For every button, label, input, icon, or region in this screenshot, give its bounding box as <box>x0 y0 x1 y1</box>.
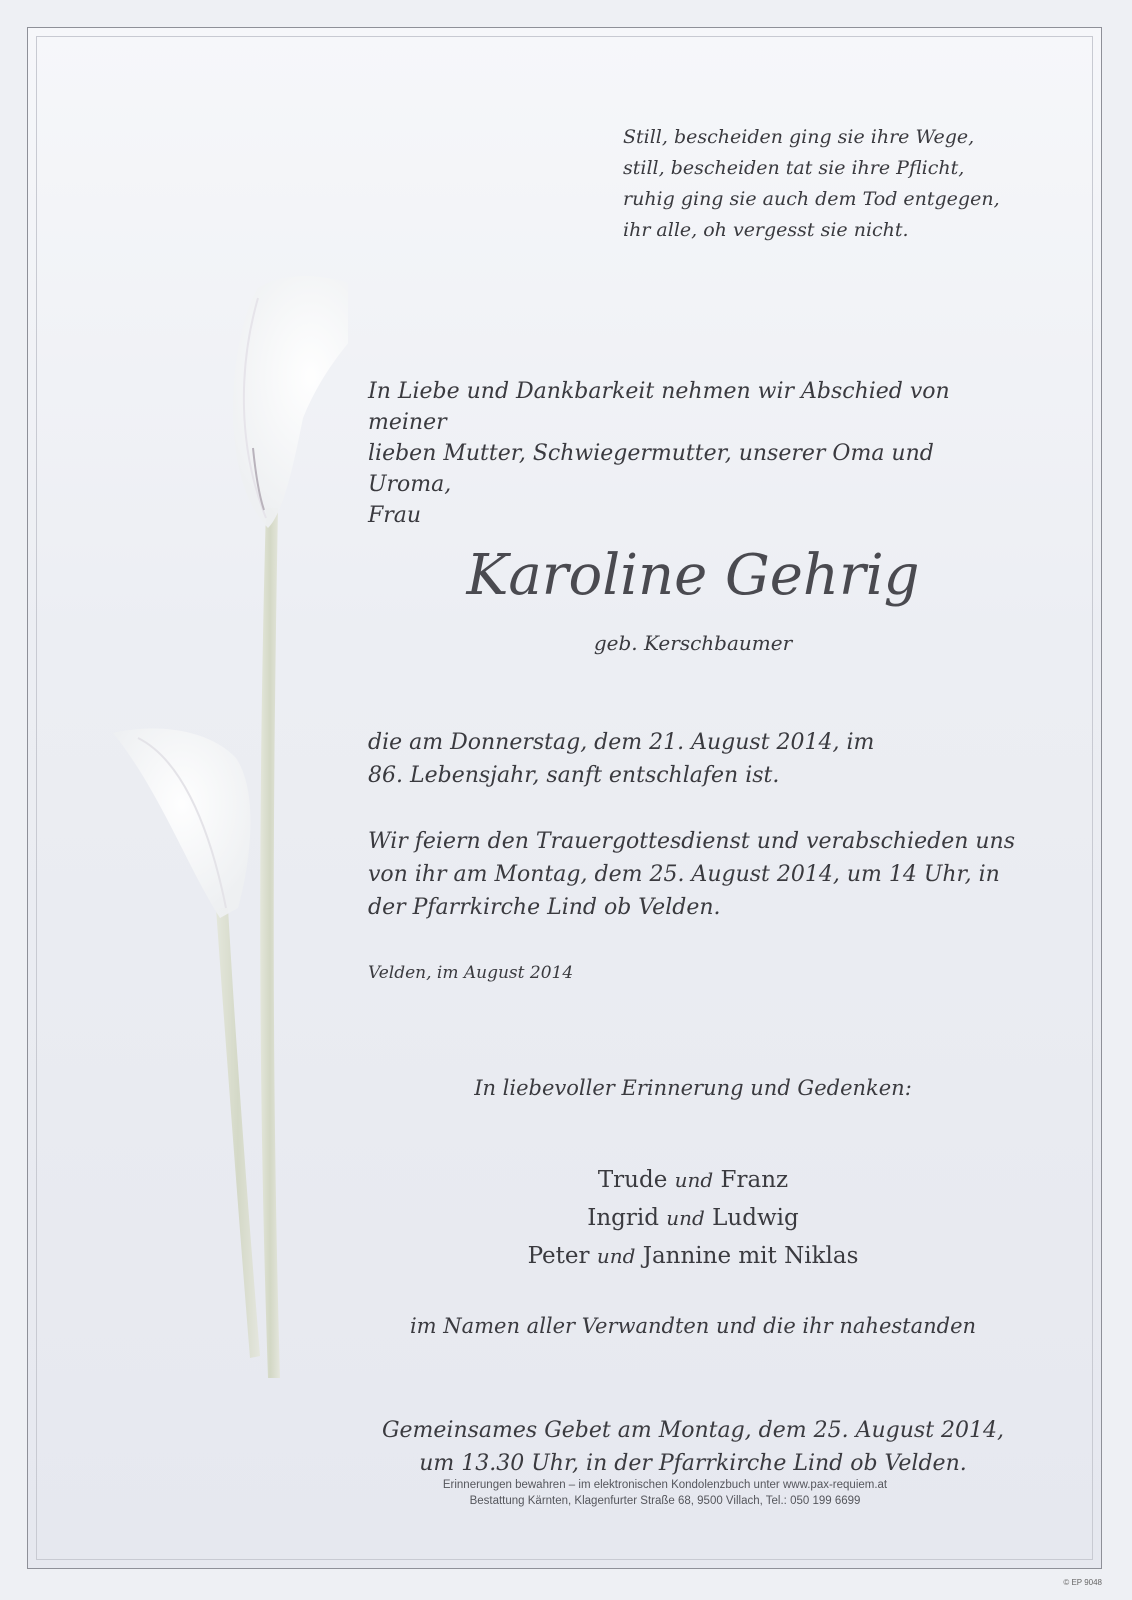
poem-line: Still, bescheiden ging sie ihre Wege, <box>623 126 975 148</box>
family-second: Jannine mit Niklas <box>642 1243 859 1269</box>
poem-line: still, bescheiden tat sie ihre Pflicht, <box>623 157 965 179</box>
footer-line: Erinnerungen bewahren – im elektronischen Kondolenzbuch unter www.pax-requiem.at <box>442 1479 888 1491</box>
service-notice <box>368 825 1018 924</box>
upper-blossom <box>233 276 348 528</box>
family-conj: und <box>674 1168 714 1192</box>
family-conj: und <box>666 1206 705 1230</box>
prayer-notice <box>368 1414 1018 1480</box>
footer <box>340 1477 990 1509</box>
family-list <box>368 1161 1018 1275</box>
print-code: © EP 9048 <box>1063 1578 1102 1587</box>
family-entry <box>368 1199 1018 1237</box>
family-first: Peter <box>527 1243 590 1269</box>
prayer-line: Gemeinsames Gebet am Montag, dem 25. August 2014, <box>381 1418 1005 1443</box>
intro-line: In Liebe und Dankbarkeit nehmen wir Abschied von meiner <box>368 379 950 435</box>
intro-text <box>368 376 1018 531</box>
family-second: Ludwig <box>712 1205 799 1231</box>
service-line: der Pfarrkirche Lind ob Velden. <box>368 895 721 920</box>
birth-name: geb. Kerschbaumer <box>593 631 793 655</box>
place-date: Velden, im August 2014 <box>368 963 574 983</box>
calla-lily-illustration <box>88 228 348 1448</box>
tall-stem <box>260 508 280 1378</box>
family-first: Trude <box>597 1167 668 1193</box>
memory-heading: In liebevoller Erinnerung und Gedenken: <box>474 1076 912 1100</box>
intro-line: lieben Mutter, Schwiegermutter, unserer Oma und Uroma, <box>368 441 934 497</box>
prayer-line: um 13.30 Uhr, in der Pfarrkirche Lind ob Velden. <box>419 1451 967 1476</box>
death-notice-line: 86. Lebensjahr, sanft entschlafen ist. <box>368 763 780 788</box>
family-first: Ingrid <box>587 1205 659 1231</box>
family-conj: und <box>596 1244 636 1268</box>
relatives-line: im Namen aller Verwandten und die ihr nahestanden <box>409 1314 977 1338</box>
deceased-name: Karoline Gehrig <box>466 543 920 608</box>
service-line: Wir feiern den Trauergottesdienst und verabschieden uns <box>368 829 1016 854</box>
poem <box>623 122 1000 246</box>
obituary-card <box>27 27 1102 1569</box>
family-second: Franz <box>720 1167 789 1193</box>
family-entry <box>368 1237 1018 1275</box>
poem-line: ruhig ging sie auch dem Tod entgegen, <box>623 188 1000 210</box>
intro-line: Frau <box>368 503 422 528</box>
lower-blossom <box>113 728 251 918</box>
footer-line: Bestattung Kärnten, Klagenfurter Straße 68, 9500 Villach, Tel.: 050 199 6699 <box>469 1495 861 1507</box>
family-entry <box>368 1161 1018 1199</box>
short-stem <box>216 908 260 1358</box>
death-notice-line: die am Donnerstag, dem 21. August 2014, im <box>368 730 875 755</box>
death-notice <box>368 726 1018 792</box>
service-line: von ihr am Montag, dem 25. August 2014, um 14 Uhr, in <box>368 862 1000 887</box>
poem-line: ihr alle, oh vergesst sie nicht. <box>623 219 909 241</box>
